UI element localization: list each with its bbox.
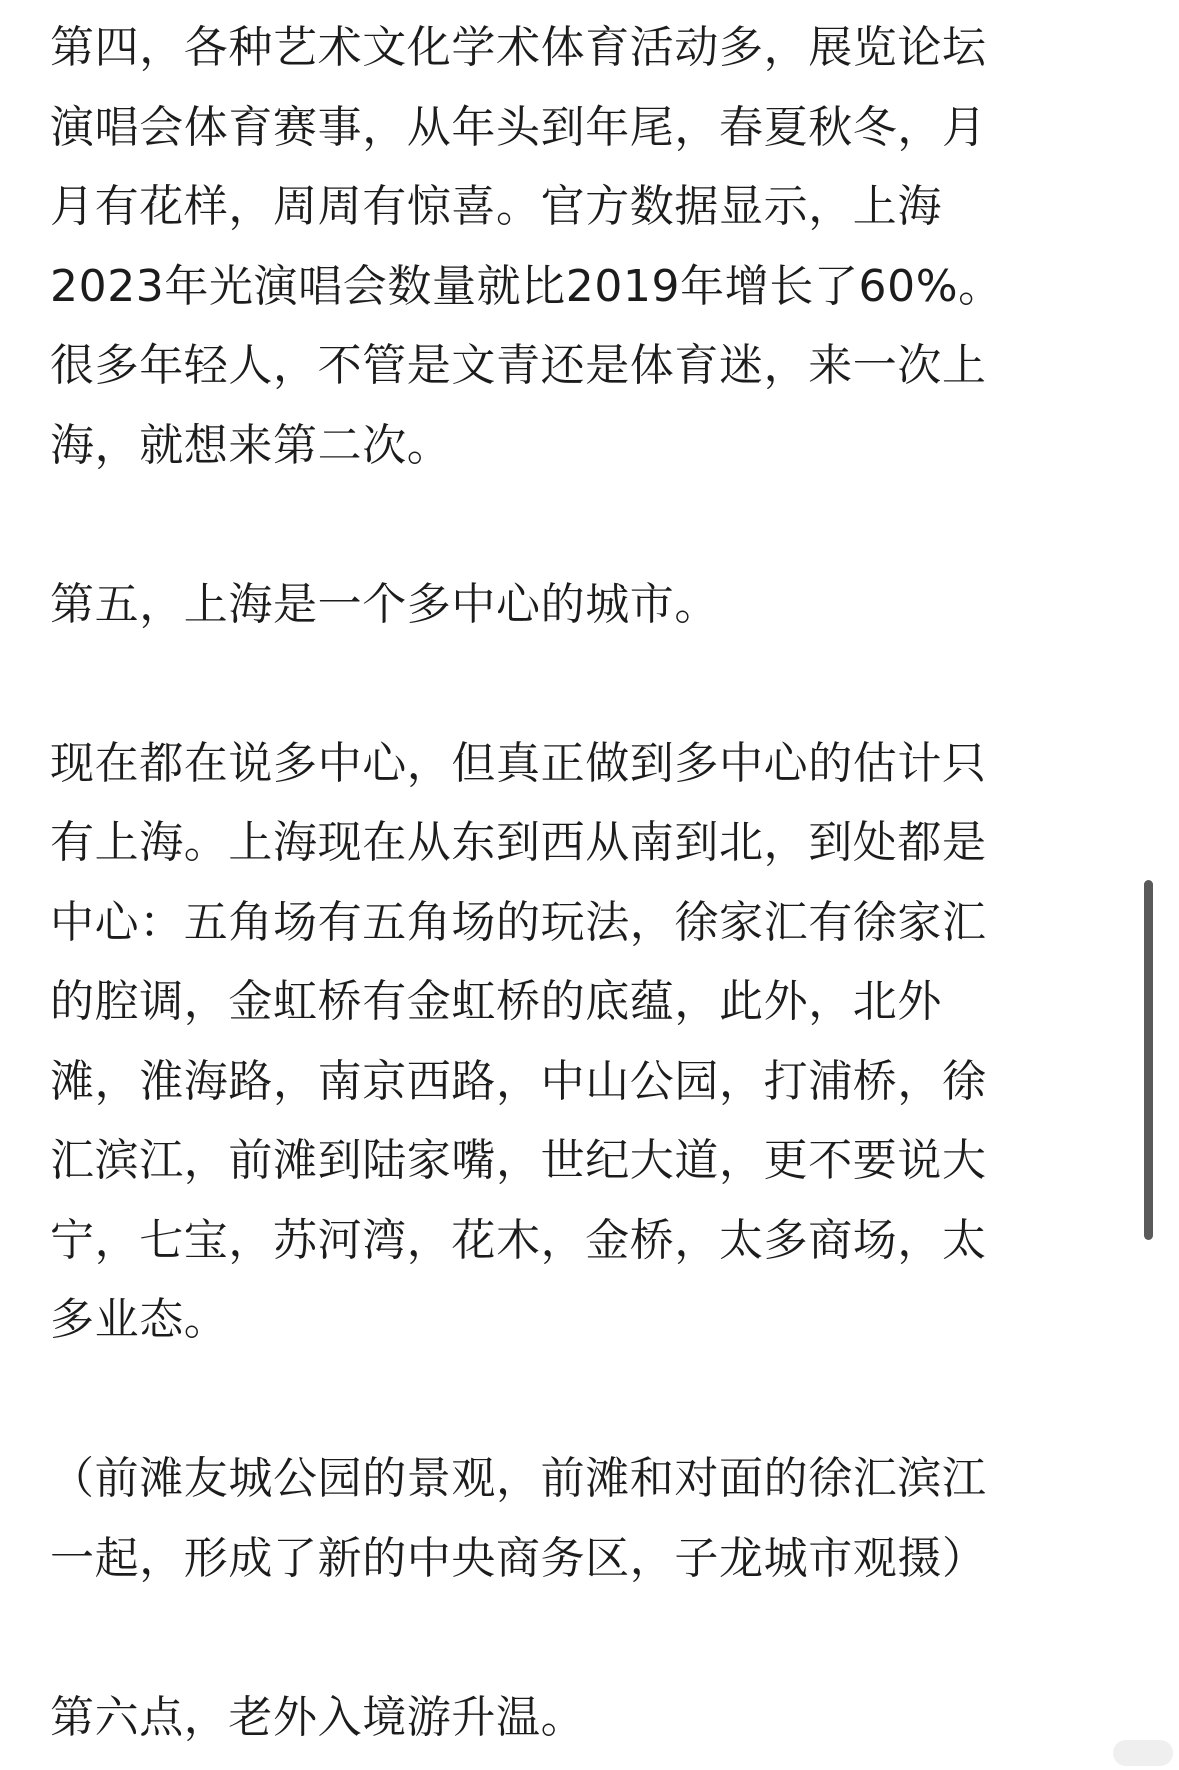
scrollbar-thumb[interactable] (1144, 880, 1153, 1240)
text-line: 宁，七宝，苏河湾，花木，金桥，太多商场，太 (50, 1214, 987, 1266)
text-line: 滩，淮海路，南京西路，中山公园，打浦桥，徐 (50, 1055, 987, 1107)
text-line: 有上海。上海现在从东到西从南到北，到处都是 (50, 817, 987, 868)
text-line: 第五，上海是一个多中心的城市。 (50, 578, 719, 630)
text-line: 第四，各种艺术文化学术体育活动多，展览论坛 (50, 22, 987, 73)
photo-caption (50, 1439, 1120, 1598)
paragraph-spacer (50, 1598, 1120, 1678)
text-line: 中心：五角场有五角场的玩法，徐家汇有徐家汇 (50, 896, 987, 948)
text-line: 月有花样，周周有惊喜。官方数据显示，上海 (50, 181, 942, 232)
watermark-badge (1113, 1740, 1173, 1766)
text-line: 汇滨江，前滩到陆家嘴，世纪大道，更不要说大 (50, 1135, 987, 1186)
text-line: 第六点，老外入境游升温。 (50, 1691, 586, 1743)
text-line: 一起，形成了新的中央商务区，子龙城市观摄） (50, 1532, 987, 1584)
paragraph-foreign-tourism-heading (50, 1678, 1120, 1758)
text-line: 很多年轻人，不管是文青还是体育迷，来一次上 (50, 340, 987, 391)
text-line: 的腔调，金虹桥有金虹桥的底蕴，此外，北外 (50, 976, 942, 1027)
text-line: 演唱会体育赛事，从年头到年尾，春夏秋冬，月 (50, 101, 987, 153)
article-body (50, 8, 1120, 1757)
text-line: 2023年光演唱会数量就比2019年增长了60%。 (50, 260, 1003, 312)
text-line: 多业态。 (50, 1294, 229, 1345)
text-line: 海，就想来第二次。 (50, 419, 452, 471)
paragraph-activities (50, 8, 1120, 485)
text-line: （前滩友城公园的景观，前滩和对面的徐汇滨江 (50, 1453, 987, 1504)
paragraph-spacer (50, 644, 1120, 724)
paragraph-multi-center-heading (50, 565, 1120, 645)
text-line: 现在都在说多中心，但真正做到多中心的估计只 (50, 737, 987, 789)
paragraph-spacer (50, 485, 1120, 565)
paragraph-multi-center-body (50, 724, 1120, 1360)
paragraph-spacer (50, 1360, 1120, 1440)
